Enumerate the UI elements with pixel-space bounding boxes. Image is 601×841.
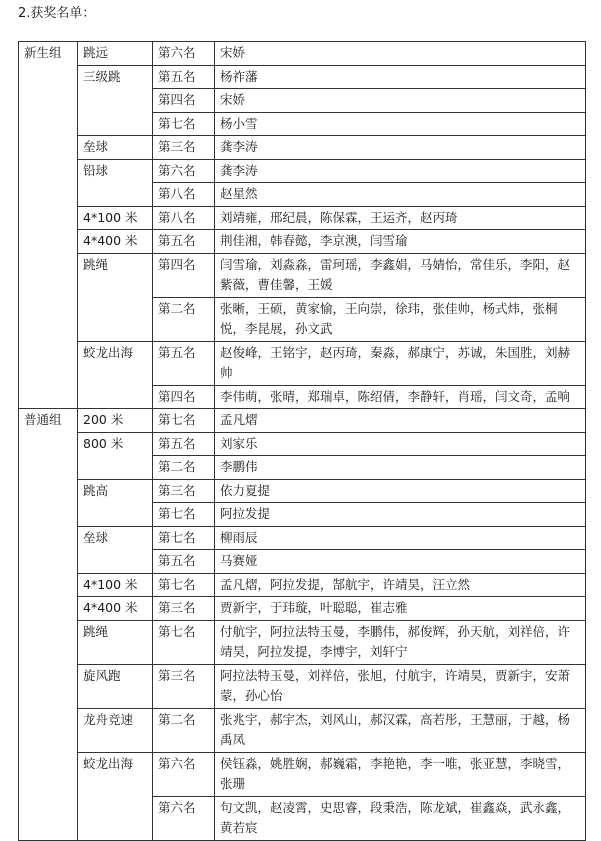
group-name-cell: 新生组 xyxy=(19,42,78,409)
table-row xyxy=(19,479,586,503)
winner-names-cell: 张兆宇，郝宇杰，刘风山，郝汉霖，高若彤，王慧丽，于越，杨禹凤 xyxy=(215,708,586,752)
event-name-cell: 4*100 米 xyxy=(78,206,153,230)
winner-names-cell: 李伟萌，张晴，郑瑞卓，陈绍倩，李静轩，肖瑶，闫文奇，孟响 xyxy=(215,385,586,409)
event-name-cell: 三级跳 xyxy=(78,65,153,136)
awards-table-body xyxy=(19,42,586,841)
event-name-cell: 垒球 xyxy=(78,136,153,160)
table-row xyxy=(19,664,586,708)
table-row xyxy=(19,341,586,385)
rank-cell: 第四名 xyxy=(153,89,215,113)
winner-names-cell: 张晰，王硕，黄家愉，王向崇，徐玮，张佳帅，杨式炜，张桐悦，李昆展，孙文武 xyxy=(215,297,586,341)
rank-cell: 第四名 xyxy=(153,253,215,297)
event-name-cell: 800 米 xyxy=(78,432,153,479)
rank-cell: 第八名 xyxy=(153,183,215,207)
rank-cell: 第六名 xyxy=(153,796,215,840)
rank-cell: 第四名 xyxy=(153,385,215,409)
table-row xyxy=(19,620,586,664)
event-name-cell: 蛟龙出海 xyxy=(78,752,153,840)
winner-names-cell: 李鹏伟 xyxy=(215,456,586,480)
winner-names-cell: 赵星然 xyxy=(215,183,586,207)
rank-cell: 第五名 xyxy=(153,550,215,574)
winner-names-cell: 赵俊峰，王铭宇，赵丙琦，秦淼，郝康宁，苏诚，朱国胜，刘赫帅 xyxy=(215,341,586,385)
rank-cell: 第六名 xyxy=(153,159,215,183)
rank-cell: 第六名 xyxy=(153,752,215,796)
event-name-cell: 跳远 xyxy=(78,42,153,66)
winner-names-cell: 侯钰淼，姚胜娴，郝巍霜，李艳艳，李一唯，张亚慧，李晓雪，张珊 xyxy=(215,752,586,796)
event-name-cell: 旋风跑 xyxy=(78,664,153,708)
rank-cell: 第五名 xyxy=(153,65,215,89)
rank-cell: 第五名 xyxy=(153,230,215,254)
winner-names-cell: 杨小雪 xyxy=(215,112,586,136)
event-name-cell: 铅球 xyxy=(78,159,153,206)
table-row xyxy=(19,206,586,230)
table-row xyxy=(19,597,586,621)
winner-names-cell: 马赛娅 xyxy=(215,550,586,574)
winner-names-cell: 龚李涛 xyxy=(215,159,586,183)
table-row xyxy=(19,409,586,433)
winner-names-cell: 闫雪瑜，刘淼淼，雷珂瑶，李鑫娟，马婧怡，常佳乐，李阳，赵紫薇，曹佳馨，王媛 xyxy=(215,253,586,297)
event-name-cell: 龙舟竞速 xyxy=(78,708,153,752)
table-row xyxy=(19,42,586,66)
event-name-cell: 4*400 米 xyxy=(78,230,153,254)
winner-names-cell: 宋娇 xyxy=(215,42,586,66)
section-heading: 2.获奖名单： xyxy=(18,6,96,21)
winner-names-cell: 刘靖雍，邢纪晨，陈保霖，王运齐，赵丙琦 xyxy=(215,206,586,230)
winner-names-cell: 孟凡熠 xyxy=(215,409,586,433)
rank-cell: 第三名 xyxy=(153,479,215,503)
table-row xyxy=(19,432,586,456)
table-row xyxy=(19,136,586,160)
winner-names-cell: 龚李涛 xyxy=(215,136,586,160)
event-name-cell: 跳绳 xyxy=(78,253,153,341)
winner-names-cell: 句文凯，赵凌霄，史思睿，段秉浩，陈龙斌，崔鑫焱，武永鑫，黄若宸 xyxy=(215,796,586,840)
event-name-cell: 200 米 xyxy=(78,409,153,433)
winner-names-cell: 杨祚藩 xyxy=(215,65,586,89)
winner-names-cell: 阿拉发提 xyxy=(215,503,586,527)
winner-names-cell: 孟凡熠，阿拉发提，郜航宇，许靖昊，汪立然 xyxy=(215,573,586,597)
rank-cell: 第八名 xyxy=(153,206,215,230)
table-row xyxy=(19,708,586,752)
awards-table xyxy=(18,41,586,841)
table-row xyxy=(19,159,586,183)
table-row xyxy=(19,253,586,297)
winner-names-cell: 柳雨辰 xyxy=(215,526,586,550)
event-name-cell: 跳绳 xyxy=(78,620,153,664)
winner-names-cell: 刘家乐 xyxy=(215,432,586,456)
table-row xyxy=(19,752,586,796)
rank-cell: 第三名 xyxy=(153,664,215,708)
event-name-cell: 蛟龙出海 xyxy=(78,341,153,409)
winner-names-cell: 阿拉法特玉曼，刘祥倍，张旭，付航宇，许靖昊，贾新宇，安萧蒙，孙心怡 xyxy=(215,664,586,708)
table-row xyxy=(19,230,586,254)
rank-cell: 第六名 xyxy=(153,42,215,66)
rank-cell: 第七名 xyxy=(153,409,215,433)
event-name-cell: 跳高 xyxy=(78,479,153,526)
rank-cell: 第七名 xyxy=(153,503,215,527)
event-name-cell: 4*100 米 xyxy=(78,573,153,597)
event-name-cell: 4*400 米 xyxy=(78,597,153,621)
rank-cell: 第五名 xyxy=(153,341,215,385)
event-name-cell: 垒球 xyxy=(78,526,153,573)
rank-cell: 第三名 xyxy=(153,136,215,160)
rank-cell: 第二名 xyxy=(153,456,215,480)
rank-cell: 第七名 xyxy=(153,573,215,597)
rank-cell: 第七名 xyxy=(153,620,215,664)
winner-names-cell: 付航宇，阿拉法特玉曼，李鹏伟，郝俊辉，孙天航，刘祥倍，许靖昊，阿拉发提，李博宇，刘轩宁 xyxy=(215,620,586,664)
table-row xyxy=(19,65,586,89)
rank-cell: 第五名 xyxy=(153,432,215,456)
winner-names-cell: 荆佳湘，韩春懿，李京澳，闫雪瑜 xyxy=(215,230,586,254)
rank-cell: 第三名 xyxy=(153,597,215,621)
table-row xyxy=(19,573,586,597)
rank-cell: 第七名 xyxy=(153,112,215,136)
winner-names-cell: 依力夏提 xyxy=(215,479,586,503)
winner-names-cell: 贾新宇，于玮璇，叶聪聪，崔志雅 xyxy=(215,597,586,621)
rank-cell: 第二名 xyxy=(153,708,215,752)
winner-names-cell: 宋娇 xyxy=(215,89,586,113)
group-name-cell: 普通组 xyxy=(19,409,78,841)
rank-cell: 第七名 xyxy=(153,526,215,550)
rank-cell: 第二名 xyxy=(153,297,215,341)
table-row xyxy=(19,526,586,550)
